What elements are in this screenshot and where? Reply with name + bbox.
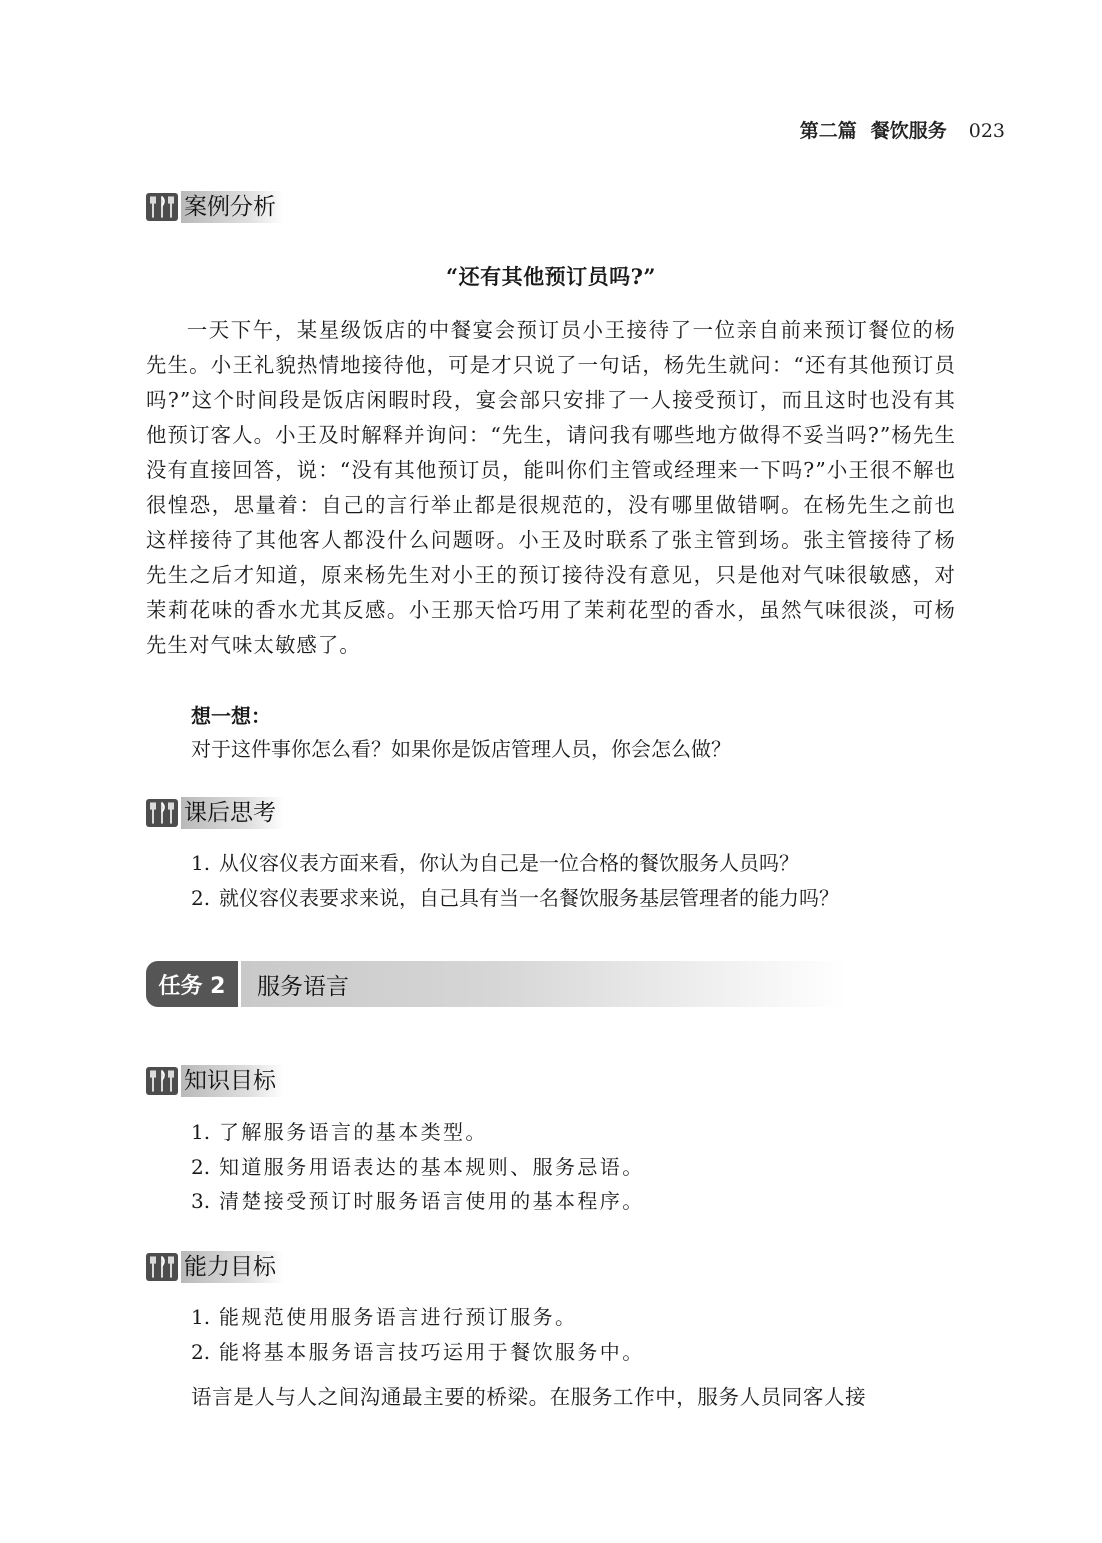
list-item xyxy=(191,881,839,916)
list-item xyxy=(191,1115,645,1150)
section-heading-case-analysis xyxy=(146,191,284,223)
list-item-number: 2. xyxy=(191,885,211,910)
list-item xyxy=(191,1300,645,1335)
list-item-number: 1. xyxy=(191,1120,211,1144)
ability-goals-list xyxy=(191,1300,645,1369)
fork-knife-icon xyxy=(146,799,178,827)
body-paragraph: 语言是人与人之间沟通最主要的桥梁。在服务工作中，服务人员同客人接 xyxy=(191,1385,867,1409)
list-item-text: 了解服务语言的基本类型。 xyxy=(219,1120,488,1144)
list-item-text: 就仪容仪表要求来说，自己具有当一名餐饮服务基层管理者的能力吗？ xyxy=(219,885,839,910)
list-item-number: 3. xyxy=(191,1189,211,1213)
section-heading-after-class xyxy=(146,797,284,829)
section-heading-ability-goals xyxy=(146,1251,284,1283)
list-item-number: 2. xyxy=(191,1339,211,1364)
list-item xyxy=(191,1150,645,1185)
list-item-number: 2. xyxy=(191,1154,211,1179)
list-item xyxy=(191,1335,645,1370)
section-heading-label: 知识目标 xyxy=(181,1065,284,1097)
fork-knife-icon xyxy=(146,1253,178,1281)
task-banner xyxy=(146,961,846,1007)
list-item xyxy=(191,846,839,881)
list-item-number: 1. xyxy=(191,1305,211,1329)
list-item-text: 知道服务用语表达的基本规则、服务忌语。 xyxy=(219,1154,645,1179)
list-item-text: 能将基本服务语言技巧运用于餐饮服务中。 xyxy=(219,1339,645,1364)
task-title: 服务语言 xyxy=(257,973,349,1000)
fork-knife-icon xyxy=(146,193,178,221)
list-item-text: 能规范使用服务语言进行预订服务。 xyxy=(219,1305,578,1329)
section-heading-label: 课后思考 xyxy=(181,797,284,829)
think-label: 想一想： xyxy=(191,704,271,728)
list-item-number: 1. xyxy=(191,851,211,875)
after-class-list xyxy=(191,846,839,915)
page-number: 023 xyxy=(968,120,1005,142)
section-heading-knowledge-goals xyxy=(146,1065,284,1097)
header-part: 第二篇 xyxy=(799,120,857,142)
case-title: “还有其他预订员吗?” xyxy=(446,264,656,289)
case-paragraph: 一天下午，某星级饭店的中餐宴会预订员小王接待了一位亲自前来预订餐位的杨先生。小王礼貌热情地接待他，可是才只说了一句话，杨先生就问：“还有其他预订员吗?”这个时间段是饭店闲暇时段，宴会部只安排了一人接受预订，而且这时也没有其他预订客人。小王及时解释并询问：“先生，请问我有哪些地方做得不妥当吗?”杨先生没有直接回答，说：“没有其他预订员，能叫你们主管或经理来一下吗?”小王很不解也很惶恐，思量着：自己的言行举止都是很规范的，没有哪里做错啊。在杨先生之前也这样接待了其他客人都没什么问题呀。小王及时联系了张主管到场。张主管接待了杨先生之后才知道，原来杨先生对小王的预订接待没有意见，只是他对气味很敏感，对茉莉花味的香水尤其反感。小王那天恰巧用了茉莉花型的香水，虽然气味很淡，可杨先生对气味太敏感了。 xyxy=(146,318,956,657)
running-header xyxy=(0,116,1005,143)
header-chapter: 餐饮服务 xyxy=(870,120,947,142)
think-question: 对于这件事你怎么看？如果你是饭店管理人员，你会怎么做？ xyxy=(191,737,731,761)
knowledge-goals-list xyxy=(191,1115,645,1219)
task-number: 任务 2 xyxy=(146,961,241,1007)
list-item-text: 清楚接受预订时服务语言使用的基本程序。 xyxy=(219,1189,645,1213)
list-item-text: 从仪容仪表方面来看，你认为自己是一位合格的餐饮服务人员吗？ xyxy=(219,851,799,875)
list-item xyxy=(191,1184,645,1219)
fork-knife-icon xyxy=(146,1067,178,1095)
section-heading-label: 能力目标 xyxy=(181,1251,284,1283)
section-heading-label: 案例分析 xyxy=(181,191,284,223)
